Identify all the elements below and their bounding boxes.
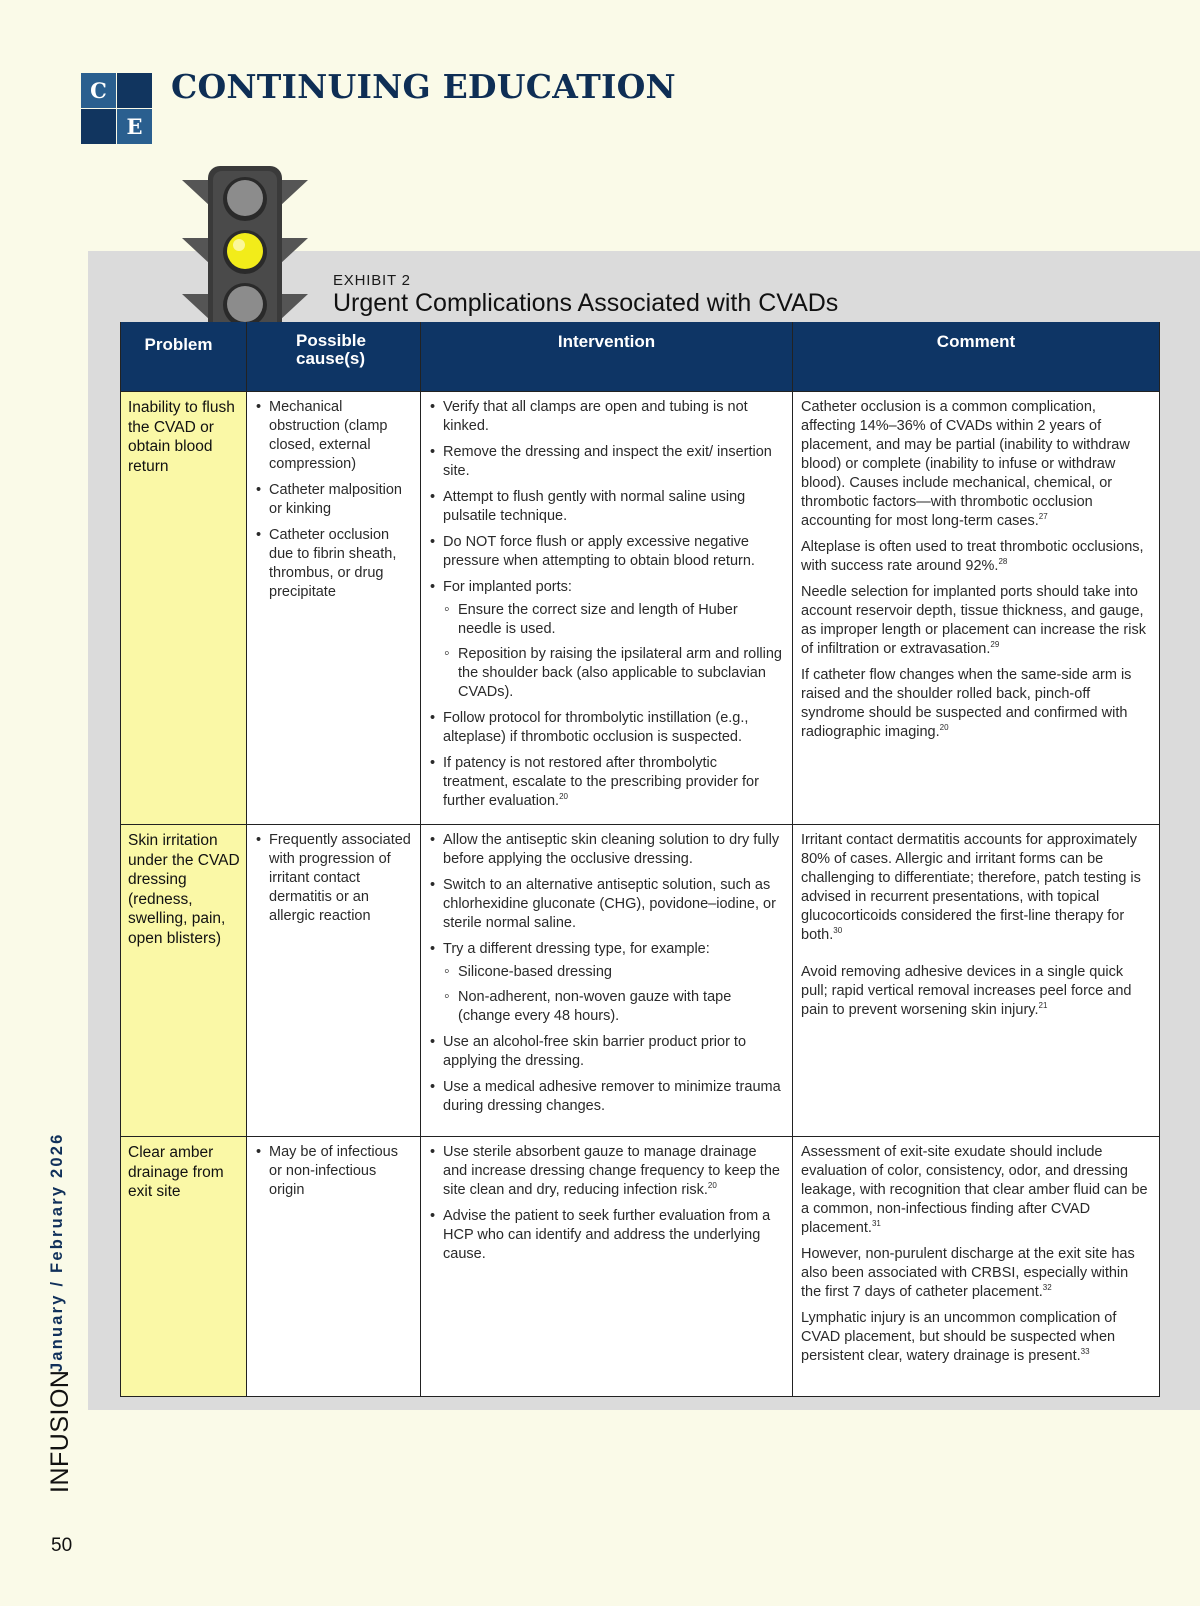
intervention-cell xyxy=(421,392,793,825)
citation-ref: 30 xyxy=(833,926,843,935)
logo-letter-c: C xyxy=(90,78,107,103)
intervention-subitem: ◦ Non-adherent, non-woven gauze with tape (change every 48 hours). xyxy=(443,988,784,1026)
comment-paragraph: Avoid removing adhesive devices in a single quick pull; rapid vertical removal increases peel force and pain to prevent worsening skin injury.$^{21}$ xyxy=(801,964,1132,1018)
citation-ref: 20 xyxy=(707,1181,717,1190)
citation-ref: 31 xyxy=(871,1219,881,1228)
intervention-item: • Follow protocol for thrombolytic instillation (e.g., alteplase) if thrombotic occlusion is suspected. xyxy=(429,709,784,747)
issue-date: January / February 2026 xyxy=(48,1132,66,1372)
problem-cell: Skin irritation under the CVAD dressing (redness, swelling, pain, open blisters) xyxy=(121,825,247,1137)
comment-paragraph: Needle selection for implanted ports should take into account reservoir depth, tissue thickness, and gauge, as improper length or placement can increase the risk of infiltration or extravasation.$^{29}$ xyxy=(801,584,1146,657)
comment-paragraph: Irritant contact dermatitis accounts for approximately 80% of cases. Allergic and irritant forms can be challenging to differentiate; therefore, patch testing is advised in recurrent presentations, with topical glucocorticoids considered the first-line therapy for both.$^{30}$ xyxy=(801,832,1141,943)
intervention-item: • Allow the antiseptic skin cleaning solution to dry fully before applying the occlusive dressing. xyxy=(429,831,784,869)
intervention-item: • For implanted ports: ◦ Ensure the correct size and length of Huber needle is used. ◦ Reposition by raising the ipsilateral arm and rolling the shoulder back (also applicable to subclavian CVADs). xyxy=(429,578,784,702)
intervention-item: • Advise the patient to seek further evaluation from a HCP who can identify and address the underlying cause. xyxy=(429,1207,784,1264)
cause-item: • Mechanical obstruction (clamp closed, external compression) xyxy=(255,398,412,474)
comment-paragraph: If catheter flow changes when the same-side arm is raised and the shoulder rolled back, pinch-off syndrome should be suspected and confirmed with radiographic imaging.$^{20}$ xyxy=(801,667,1132,740)
intervention-cell xyxy=(421,1137,793,1397)
section-title: CONTINUING EDUCATION xyxy=(171,67,676,106)
logo-letter-e: E xyxy=(126,114,143,139)
header-intervention: Intervention xyxy=(421,322,793,392)
header-comment: Comment xyxy=(793,322,1160,392)
intervention-item: • Remove the dressing and inspect the exit/ insertion site. xyxy=(429,443,784,481)
citation-ref: 20 xyxy=(559,792,568,801)
intervention-subitem: ◦ Ensure the correct size and length of Huber needle is used. xyxy=(443,601,784,639)
causes-cell xyxy=(247,1137,421,1397)
citation-ref: 20 xyxy=(939,723,949,732)
citation-ref: 29 xyxy=(990,640,1000,649)
comment-paragraph: Lymphatic injury is an uncommon complication of CVAD placement, but should be suspected when persistent clear, watery drainage is present.$^{33}$ xyxy=(801,1310,1117,1364)
header-problem: Problem xyxy=(121,322,247,392)
cause-item: • Catheter occlusion due to fibrin sheath, thrombus, or drug precipitate xyxy=(255,526,412,602)
header-possible-causes: Possible cause(s) xyxy=(247,322,421,392)
intervention-subitem: ◦ Silicone-based dressing xyxy=(443,963,784,982)
exhibit-label: EXHIBIT 2 xyxy=(333,272,411,289)
intervention-item: • Verify that all clamps are open and tubing is not kinked. xyxy=(429,398,784,436)
intervention-subitem: ◦ Reposition by raising the ipsilateral arm and rolling the shoulder back (also applicable to subclavian CVADs). xyxy=(443,645,784,702)
comment-paragraph: Catheter occlusion is a common complication, affecting 14%–36% of CVADs within 2 years of placement, and may be partial (inability to withdraw blood) or complete (inability to infuse or withdraw blood). Causes include mechanical, chemical, or thrombotic factors—with thrombotic occlusion accounting for most long-term cases.$^{27}$ xyxy=(801,399,1130,529)
comment-paragraph: Assessment of exit-site exudate should include evaluation of color, consistency, odor, and dressing leakage, with recognition that clear amber fluid can be a common, non-infectious finding after CVAD placement.$^{31}$ xyxy=(801,1144,1148,1236)
citation-ref: 21 xyxy=(1038,1001,1048,1010)
intervention-item: • Use sterile absorbent gauze to manage drainage and increase dressing change frequency to keep the site clean and dry, reducing infection risk.$^{20}$ xyxy=(429,1143,784,1200)
table-row xyxy=(121,392,1160,825)
page-number: 50 xyxy=(51,1535,73,1556)
problem-cell: Clear amber drainage from exit site xyxy=(121,1137,247,1397)
complications-table xyxy=(120,322,1160,1397)
table-row xyxy=(121,825,1160,1137)
citation-ref: 27 xyxy=(1038,512,1048,521)
intervention-item: • Attempt to flush gently with normal saline using pulsatile technique. xyxy=(429,488,784,526)
comment-paragraph: However, non-purulent discharge at the exit site has also been associated with CRBSI, especially within the first 7 days of catheter placement.$^{32}$ xyxy=(801,1246,1135,1300)
citation-ref: 33 xyxy=(1080,1347,1090,1356)
intervention-item: • Use an alcohol-free skin barrier product prior to applying the dressing. xyxy=(429,1033,784,1071)
comment-paragraph: Alteplase is often used to treat thrombotic occlusions, with success rate around 92%.$^{28}$ xyxy=(801,539,1144,574)
intervention-item: • Try a different dressing type, for example: ◦ Silicone-based dressing ◦ Non-adherent, non-woven gauze with tape (change every 48 hours). xyxy=(429,940,784,1026)
exhibit-title: Urgent Complications Associated with CVADs xyxy=(333,289,839,317)
intervention-item: • Switch to an alternative antiseptic solution, such as chlorhexidine gluconate (CHG), povidone–iodine, or sterile normal saline. xyxy=(429,876,784,933)
cause-item: • May be of infectious or non-infectious origin xyxy=(255,1143,412,1200)
citation-ref: 32 xyxy=(1042,1283,1052,1292)
ce-logo xyxy=(81,73,152,143)
intervention-item: • Do NOT force flush or apply excessive negative pressure when attempting to obtain blood return. xyxy=(429,533,784,571)
problem-cell: Inability to flush the CVAD or obtain blood return xyxy=(121,392,247,825)
comment-cell xyxy=(793,1137,1160,1397)
table-row xyxy=(121,1137,1160,1397)
cause-item: • Frequently associated with progression of irritant contact dermatitis or an allergic reaction xyxy=(255,831,412,926)
causes-cell xyxy=(247,392,421,825)
causes-cell xyxy=(247,825,421,1137)
table-header-row xyxy=(121,322,1160,392)
comment-cell xyxy=(793,825,1160,1137)
comment-cell xyxy=(793,392,1160,825)
cause-item: • Catheter malposition or kinking xyxy=(255,481,412,519)
intervention-cell xyxy=(421,825,793,1137)
intervention-item: • Use a medical adhesive remover to minimize trauma during dressing changes. xyxy=(429,1078,784,1116)
magazine-logo: INFUSION xyxy=(46,1369,74,1493)
citation-ref: 28 xyxy=(998,557,1008,566)
intervention-item: • If patency is not restored after thrombolytic treatment, escalate to the prescribing provider for further evaluation.$^{20}$ xyxy=(429,754,784,811)
